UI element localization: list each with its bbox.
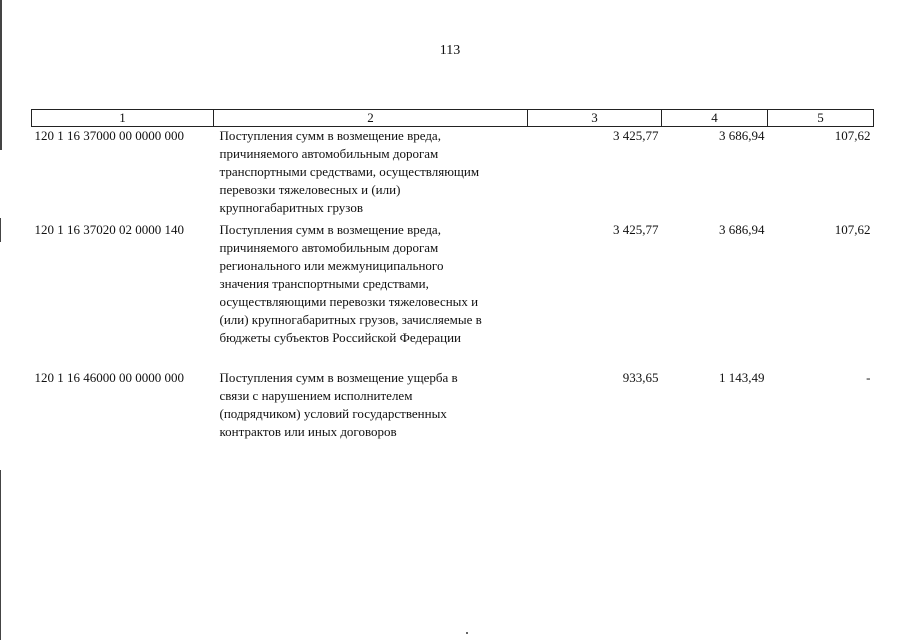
description-cell xyxy=(214,221,528,369)
value-col3-cell: 933,65 xyxy=(622,370,659,385)
scan-edge-mark-bottom xyxy=(0,470,1,640)
value-col4-cell: 3 686,94 xyxy=(719,222,765,237)
value-col4-cell: 3 686,94 xyxy=(719,128,765,143)
column-header-2: 2 xyxy=(214,110,528,127)
budget-code-cell: 120 1 16 46000 00 0000 000 xyxy=(34,370,184,385)
scan-edge-mark-middle xyxy=(0,218,1,242)
budget-table xyxy=(31,109,874,449)
value-col5-cell: - xyxy=(866,370,871,385)
value-col4-cell: 1 143,49 xyxy=(719,370,765,385)
column-header-5: 5 xyxy=(768,110,874,127)
column-header-1: 1 xyxy=(32,110,214,127)
scan-edge-mark-top xyxy=(0,0,2,150)
description-text: Поступления сумм в возмещение вреда, причиняемого автомобильным дорогам транспортными средствами, осуществляющим перевозки тяжеловесных и (или) крупногабаритных грузов xyxy=(219,128,480,215)
column-header-4: 4 xyxy=(662,110,768,127)
table-row xyxy=(32,369,874,449)
description-cell xyxy=(214,127,528,222)
value-col5-cell: 107,62 xyxy=(834,222,871,237)
value-col3-cell: 3 425,77 xyxy=(613,128,659,143)
description-cell xyxy=(214,369,528,449)
description-text: Поступления сумм в возмещение вреда, причиняемого автомобильным дорогам регионального или межмуниципального значения транспортными средствами, осуществляющими перевозки тяжеловесных и (или) крупногабаритных грузов, зачисляемые в бюджеты субъектов Российской Федерации xyxy=(219,222,482,345)
column-header-3: 3 xyxy=(528,110,662,127)
table-row xyxy=(32,221,874,369)
value-col3-cell: 3 425,77 xyxy=(613,222,659,237)
table-header-row xyxy=(32,110,874,127)
value-col5-cell: 107,62 xyxy=(834,128,871,143)
scan-speck xyxy=(466,632,468,634)
budget-code-cell: 120 1 16 37020 02 0000 140 xyxy=(34,222,184,237)
description-text: Поступления сумм в возмещение ущерба в связи с нарушением исполнителем (подрядчиком) условий государственных контрактов или иных договоров xyxy=(219,370,458,439)
page-number: 113 xyxy=(439,43,461,58)
table-row xyxy=(32,127,874,222)
budget-code-cell: 120 1 16 37000 00 0000 000 xyxy=(34,128,184,143)
